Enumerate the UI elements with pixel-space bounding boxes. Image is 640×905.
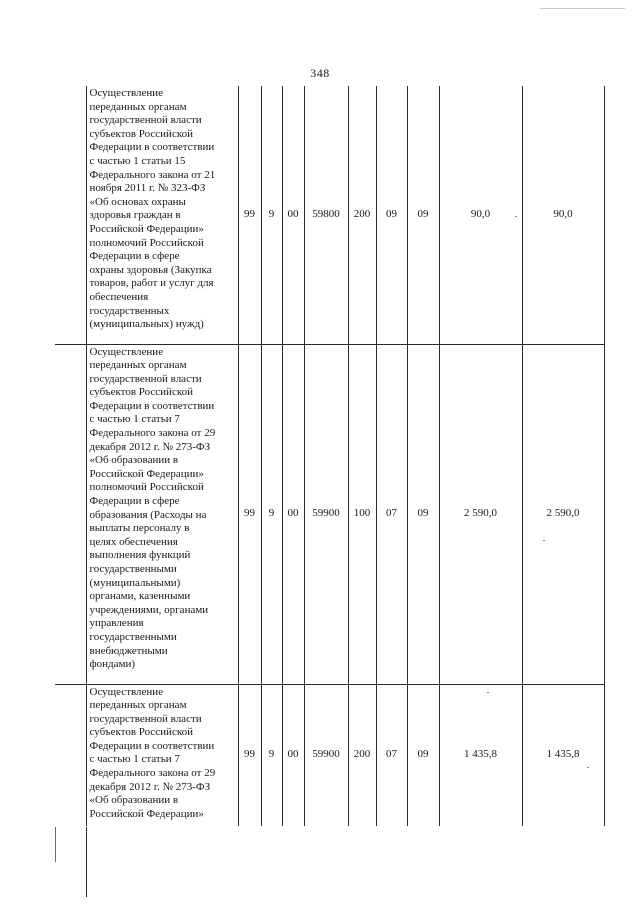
blank-cell <box>55 684 86 826</box>
code-direction: 59800 <box>304 86 348 344</box>
row-description: Осуществление переданных органам государственной власти субъектов Российской Федерации в соответствии с частью 1 статьи 15 Федерального закона от 21 ноября 2011 г. № 323-ФЗ «Об основах охраны здоровья граждан в Российской Федерации» полномочий Российской Федерации в сфере охраны здоровья (Закупка товаров, работ и услуг для обеспечения государственных (муниципальных) нужд) <box>86 86 238 344</box>
table-row <box>55 344 604 684</box>
amount-first-year: 90,0 <box>439 86 522 344</box>
scan-speck <box>543 540 545 541</box>
table-row <box>55 684 604 826</box>
amount-first-year: 1 435,8 <box>439 684 522 826</box>
code-program: 99 <box>238 684 261 826</box>
scan-speck <box>487 692 489 693</box>
code-main-event: 00 <box>282 344 304 684</box>
code-subprogram: 9 <box>261 344 282 684</box>
table-row <box>55 86 604 344</box>
scan-speck <box>515 216 517 217</box>
row-description: Осуществление переданных органам государственной власти субъектов Российской Федерации в соответствии с частью 1 статьи 7 Федерального закона от 29 декабря 2012 г. № 273-ФЗ «Об образовании в Российской Федерации» полномочий Российской Федерации в сфере образования (Расходы на выплаты персоналу в целях обеспечения выполнения функций государственными (муниципальными) органами, казенными учреждениями, органами управления государственными внебюджетными фондами) <box>86 344 238 684</box>
code-expense-type: 200 <box>348 684 376 826</box>
code-main-event: 00 <box>282 86 304 344</box>
code-subsection: 09 <box>407 684 439 826</box>
code-subprogram: 9 <box>261 684 282 826</box>
scan-margin-line <box>86 827 87 897</box>
amount-second-year: 2 590,0 <box>522 344 604 684</box>
code-section: 07 <box>376 344 407 684</box>
budget-table <box>55 86 605 826</box>
code-expense-type: 100 <box>348 344 376 684</box>
code-program: 99 <box>238 344 261 684</box>
code-subprogram: 9 <box>261 86 282 344</box>
code-direction: 59900 <box>304 344 348 684</box>
code-direction: 59900 <box>304 684 348 826</box>
code-section: 09 <box>376 86 407 344</box>
row-description: Осуществление переданных органам государственной власти субъектов Российской Федерации в соответствии с частью 1 статьи 7 Федерального закона от 29 декабря 2012 г. № 273-ФЗ «Об образовании в Российской Федерации» <box>86 684 238 826</box>
scan-speck <box>587 767 589 768</box>
code-program: 99 <box>238 86 261 344</box>
blank-cell <box>55 344 86 684</box>
amount-second-year: 1 435,8 <box>522 684 604 826</box>
blank-cell <box>55 86 86 344</box>
code-subsection: 09 <box>407 86 439 344</box>
code-subsection: 09 <box>407 344 439 684</box>
amount-first-year: 2 590,0 <box>439 344 522 684</box>
code-expense-type: 200 <box>348 86 376 344</box>
page-number: 348 <box>310 66 330 80</box>
code-section: 07 <box>376 684 407 826</box>
amount-second-year: 90,0 <box>522 86 604 344</box>
scan-margin-line <box>55 827 56 862</box>
code-main-event: 00 <box>282 684 304 826</box>
scan-artifact-line <box>540 8 625 9</box>
